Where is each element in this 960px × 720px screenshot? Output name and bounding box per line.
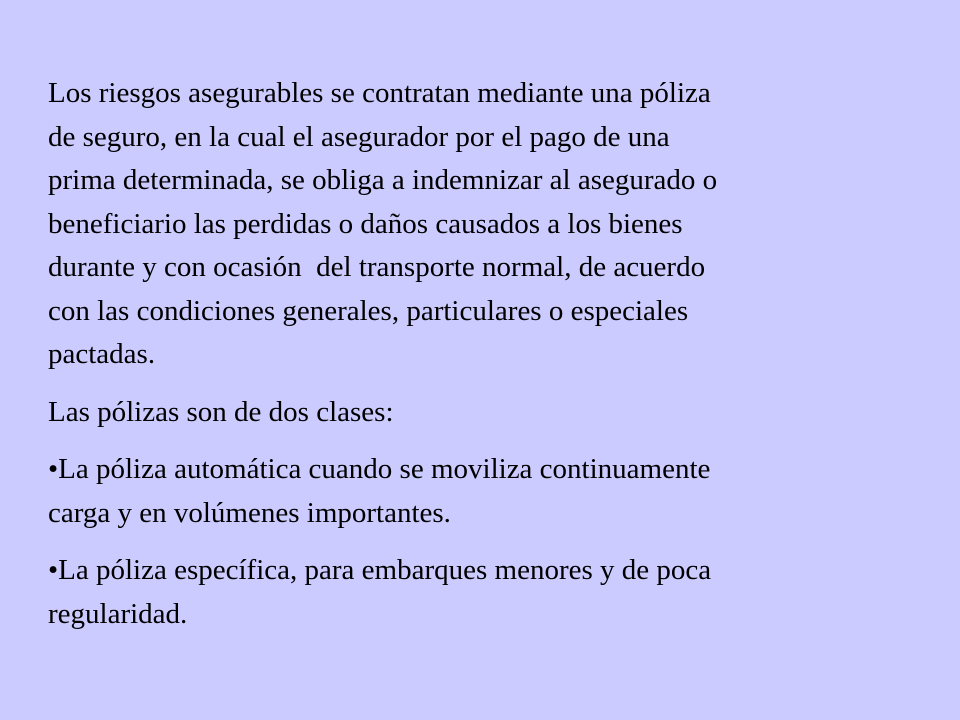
classes-heading bbox=[48, 391, 920, 435]
text-line: •La póliza específica, para embarques menores y de poca bbox=[48, 554, 712, 586]
bullet-specific-policy bbox=[48, 549, 920, 636]
text-line: Los riesgos asegurables se contratan mediante una póliza bbox=[48, 77, 711, 109]
bullet-automatic-policy bbox=[48, 448, 920, 535]
text-line: de seguro, en la cual el asegurador por el pago de una bbox=[48, 120, 670, 153]
intro-paragraph bbox=[48, 72, 920, 377]
text-line: beneficiario las perdidas o daños causados a los bienes bbox=[48, 207, 683, 240]
text-line: •La póliza automática cuando se moviliza continuamente bbox=[48, 453, 711, 485]
text-line: regularidad. bbox=[48, 597, 188, 630]
text-line: prima determinada, se obliga a indemnizar al asegurado o bbox=[48, 164, 718, 196]
text-line: con las condiciones generales, particulares o especiales bbox=[48, 294, 689, 327]
text-line: carga y en volúmenes importantes. bbox=[48, 496, 451, 529]
text-line: pactadas. bbox=[48, 338, 156, 370]
text-line: durante y con ocasión del transporte normal, de acuerdo bbox=[48, 251, 706, 283]
text-line: Las pólizas son de dos clases: bbox=[48, 395, 394, 428]
